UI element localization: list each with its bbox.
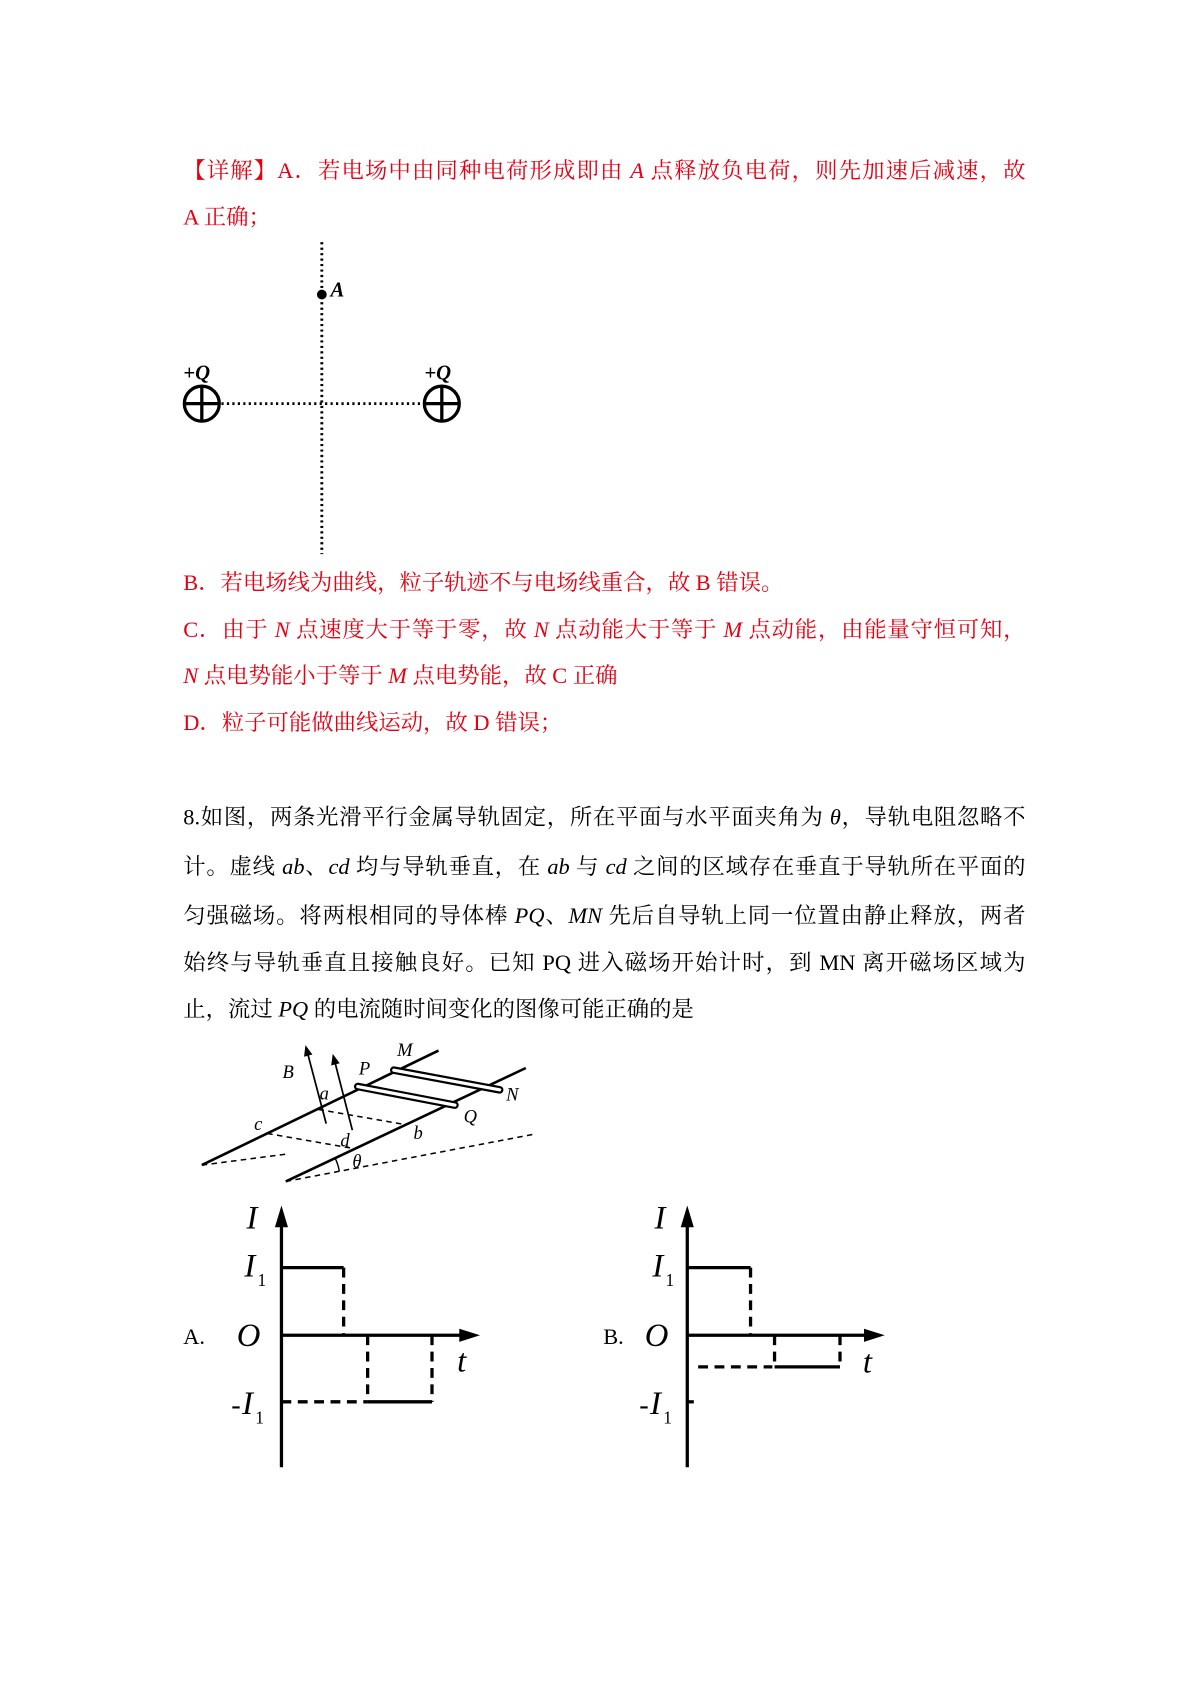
question-text-2c: 均与导轨垂直，在 [349,855,548,880]
question-text-2a: 计。虚线 [183,855,283,880]
rod-pq [358,1087,455,1106]
graph-b-y-label [654,1200,668,1236]
question-cd-2: cd [605,855,627,880]
graph-a-level-sub: 1 [257,1270,267,1291]
answer-d-text: D．粒子可能做曲线运动，故 D 错误； [183,711,563,736]
graph-a-neg-label [231,1386,264,1428]
charge-field-diagram [169,235,480,562]
inclined-rails-diagram [191,1031,546,1189]
question-pq-2: PQ [278,998,309,1023]
graph-a-neg-main: I [242,1385,254,1422]
question-mn-1: MN [568,904,603,929]
question-text-3c: 先后自导轨上同一位置由静止释放，两者 [602,904,1026,929]
graph-a-origin-label [237,1318,261,1354]
answer-c-point-n-1: N [274,618,290,643]
graph-b-level-sub: 1 [665,1270,675,1291]
question-theta: θ [829,806,841,831]
graph-a-option-label: A. [183,1323,206,1349]
answer-c-text-6: 点电势能，故 C 正确 [406,664,618,689]
graph-b-level-main: I [652,1248,664,1285]
answer-line-c-1 [183,614,1025,647]
graph-b-neg-main: I [650,1385,662,1422]
question-ab-2: ab [547,855,570,880]
answer-a-text-1: A．若电场中由同种电荷形成即由 [277,159,631,184]
graph-a-y-label-text: I [246,1200,258,1237]
label-q: Q [463,1106,478,1128]
question-cd-1: cd [328,855,350,880]
graph-a-origin-text: O [236,1318,261,1355]
graph-a-x-label-text: t [457,1343,467,1380]
boundary-ab [319,1109,406,1124]
graph-a-neg-sign: - [231,1389,241,1421]
answer-c-point-m-1: M [723,618,743,643]
label-a: a [319,1083,329,1105]
question-text-2b: 、 [304,855,329,880]
answer-c-point-n-3: N [183,664,199,689]
question-text-5b: 的电流随时间变化的图像可能正确的是 [308,998,694,1023]
charge-right-label: +Q [424,362,452,385]
graph-a-neg-sub: 1 [255,1407,264,1428]
label-d: d [340,1130,350,1152]
label-field-b: B [282,1061,294,1083]
question-pq-1: PQ [514,904,545,929]
label-c: c [254,1114,263,1136]
answer-c-point-n-2: N [533,618,549,643]
graph-b-origin-label [645,1318,669,1354]
graph-a-y-label [246,1200,260,1236]
label-m: M [397,1039,413,1061]
rod-mn-fill [394,1070,500,1090]
answer-c-text-1: C．由于 [183,618,275,643]
field-arrow-2 [331,1054,352,1130]
answer-c-text-5: 点电势能小于等于 [198,664,389,689]
label-n: N [506,1084,519,1106]
question-text-2e: 之间的区域存在垂直于导轨所在平面的 [626,855,1026,880]
graph-b-level-label [651,1248,674,1290]
answer-line-b [183,567,783,600]
positive-charge-right-icon [424,386,459,421]
answer-line-a-2 [183,202,271,235]
answer-a-point-a: A [630,159,644,184]
answer-heading: 【详解】 [183,159,278,184]
graph-b-x-label [863,1344,873,1380]
question-text-3a: 匀强磁场。将两根相同的导体棒 [183,904,515,929]
answer-line-d [183,707,562,740]
answer-c-text-4: 点动能，由能量守恒可知， [742,618,1026,643]
label-theta: θ [352,1151,362,1173]
rail-left [202,1051,439,1166]
label-p: P [358,1058,371,1080]
graph-a-x-arrow-icon [459,1329,480,1342]
horizontal-ref-right [286,1135,533,1182]
graph-b-y-arrow-icon [681,1205,694,1227]
answer-line-c-2 [183,660,617,693]
graph-b-origin-text: O [644,1318,669,1355]
graph-b-neg-sub: 1 [663,1407,672,1428]
positive-charge-left-icon [184,386,219,421]
question-text-2d: 与 [569,855,606,880]
field-arrow-2-head [331,1054,340,1066]
graph-a-y-arrow-icon [275,1205,288,1227]
field-arrow-1-head [304,1045,312,1057]
answer-a-conclusion: A 正确； [183,206,271,231]
question-text-5a: 止，流过 [183,998,279,1023]
graph-b-neg-sign: - [639,1389,649,1421]
charge-left-label: +Q [183,362,211,385]
question-line-2 [183,851,1025,884]
answer-c-text-3: 点动能大于等于 [548,618,724,643]
answer-a-text-2: 点释放负电荷，则先加速后减速，故 [643,159,1026,184]
angle-arc [335,1158,339,1171]
graph-a-x-label [457,1343,467,1379]
question-line-4 [183,947,1025,980]
answer-line-a-1 [183,155,1025,188]
label-b: b [413,1122,423,1144]
graph-b-y-label-text: I [654,1200,666,1237]
rod-pq-fill [358,1087,455,1106]
graph-b-x-label-text: t [862,1344,873,1381]
question-text-3b: 、 [544,904,569,929]
question-text-1b: ，导轨电阻忽略不 [840,806,1026,831]
question-text-1a: 8.如图，两条光滑平行金属导轨固定，所在平面与水平面夹角为 [183,806,830,831]
point-a-dot [317,290,327,300]
rod-mn [394,1070,500,1090]
question-ab-1: ab [282,855,305,880]
graph-a-level-label [243,1248,266,1290]
answer-b-text: B．若电场线为曲线，粒子轨迹不与电场线重合，故 B 错误。 [183,571,784,596]
graph-option-b [595,1200,900,1473]
graph-option-a [175,1200,491,1473]
graph-b-option-label: B. [603,1323,624,1349]
question-line-5 [183,994,694,1027]
point-a-label: A [330,279,345,302]
question-line-1 [183,802,1025,835]
graph-b-neg-label [639,1386,672,1428]
graph-a-level-main: I [244,1248,256,1285]
field-arrow-2-shaft [335,1064,352,1130]
graph-b-x-arrow-icon [864,1329,885,1342]
answer-c-text-2: 点速度大于等于零，故 [289,618,534,643]
question-line-3 [183,900,1025,933]
answer-c-point-m-2: M [388,664,407,689]
question-text-4: 始终与导轨垂直且接触良好。已知 PQ 进入磁场开始计时，到 MN 离开磁场区域为 [183,951,1026,976]
